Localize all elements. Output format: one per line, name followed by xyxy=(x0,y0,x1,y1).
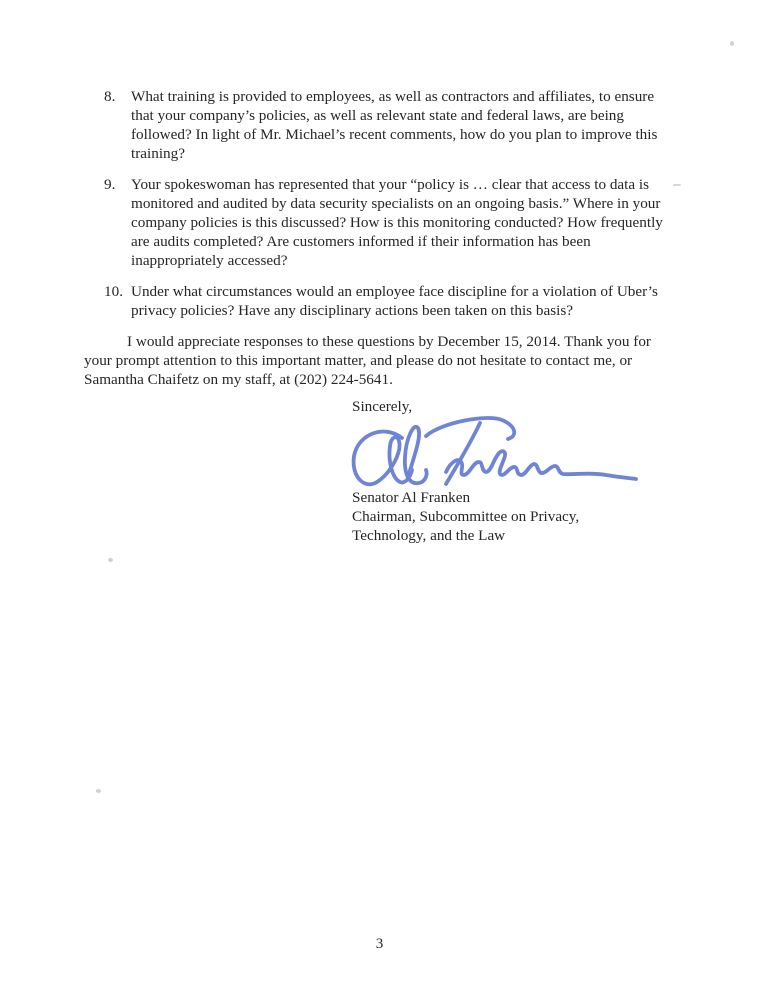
signature-block xyxy=(352,397,640,545)
text-line: Under what circumstances would an employee face discipline for a violation of Uber’s xyxy=(131,283,658,300)
text-line: your prompt attention to this important matter, and please do not hesitate to contact me, or xyxy=(84,352,633,369)
text-line: training? xyxy=(131,145,185,162)
signature-ink-strokes xyxy=(354,418,636,484)
question-number: 9. xyxy=(104,176,116,193)
closing-paragraph xyxy=(84,332,684,389)
salutation: Sincerely, xyxy=(352,398,413,415)
question-text xyxy=(131,175,684,270)
text-line: What training is provided to employees, as well as contractors and affiliates, to ensure xyxy=(131,88,655,105)
letter-body xyxy=(84,87,684,389)
signer-name: Senator Al Franken xyxy=(352,489,471,506)
text-line: Samantha Chaifetz on my staff, at (202) 224-5641. xyxy=(84,371,393,388)
page-number: 3 xyxy=(375,936,384,952)
signer-title-line1: Chairman, Subcommittee on Privacy, xyxy=(352,508,580,525)
scan-artifact xyxy=(673,184,681,186)
question-text xyxy=(131,87,684,163)
signature-handwriting-image xyxy=(350,414,640,492)
question-item-10 xyxy=(104,282,684,320)
text-line: privacy policies? Have any disciplinary actions been taken on this basis? xyxy=(131,302,573,319)
text-line: followed? In light of Mr. Michael’s recent comments, how do you plan to improve this xyxy=(131,126,658,143)
scan-artifact xyxy=(730,41,734,46)
text-line: I would appreciate responses to these questions by December 15, 2014. Thank you for xyxy=(127,333,651,350)
question-text xyxy=(131,282,684,320)
signer-title-line2: Technology, and the Law xyxy=(352,527,506,544)
question-number: 8. xyxy=(104,88,116,105)
question-item-9 xyxy=(104,175,684,270)
text-line: that your company’s policies, as well as relevant state and federal laws, are being xyxy=(131,107,624,124)
text-line: inappropriately accessed? xyxy=(131,252,288,269)
scan-artifact xyxy=(108,558,113,562)
scan-artifact xyxy=(96,789,101,793)
question-number: 10. xyxy=(104,283,123,300)
text-line: are audits completed? Are customers informed if their information has been xyxy=(131,233,591,250)
text-line: company policies is this discussed? How is this monitoring conducted? How frequently xyxy=(131,214,663,231)
text-line: Your spokeswoman has represented that your “policy is … clear that access to data is xyxy=(131,176,650,193)
question-item-8 xyxy=(104,87,684,163)
text-line: monitored and audited by data security specialists on an ongoing basis.” Where in your xyxy=(131,195,661,212)
